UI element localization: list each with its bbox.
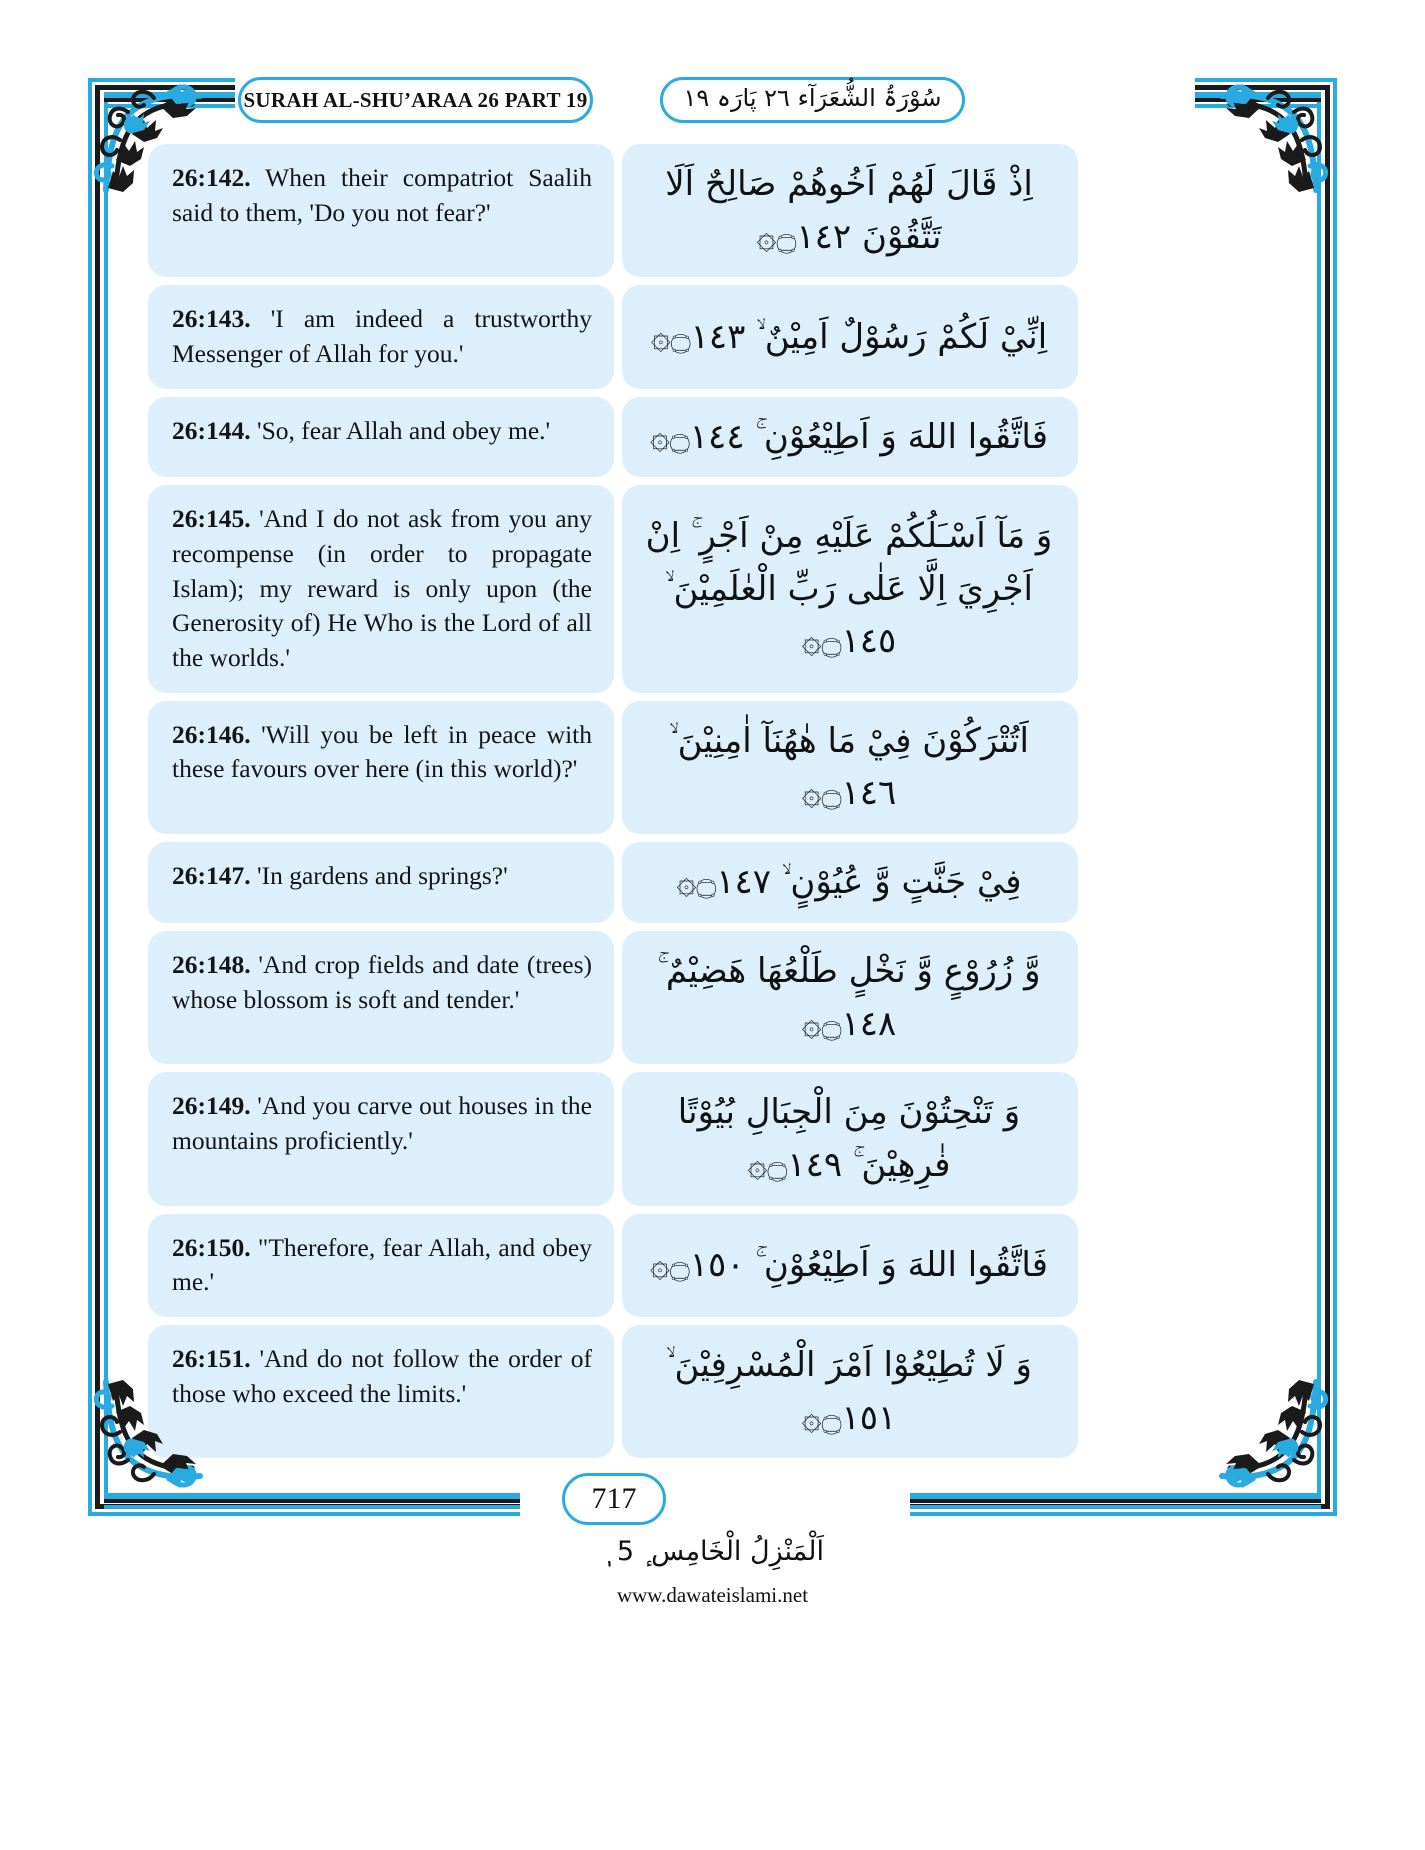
verse-row [148, 701, 1278, 834]
verse-arabic [622, 485, 1078, 692]
verse-translation-en [148, 485, 614, 692]
verse-row [148, 285, 1278, 388]
verse-translation-en [148, 1072, 614, 1205]
verse-reference: 26:150. [172, 1232, 251, 1262]
verse-arabic-text: فَاتَّقُوا اللهَ وَ اَطِيْعُوْنِ ۚ ۝١٤٤۞ [649, 416, 1049, 457]
footer-website-url: www.dawateislami.net [616, 1583, 809, 1607]
verse-translation-en [148, 1325, 614, 1458]
verse-reference: 26:149. [172, 1091, 251, 1121]
verse-translation-en [148, 842, 614, 923]
verse-arabic-text: وَ تَنْحِتُوْنَ مِنَ الْجِبَالِ بُيُوْتًا فٰرِهِيْنَ ۚ ۝١٤٩۞ [677, 1092, 1021, 1185]
verse-arabic [622, 931, 1078, 1064]
verse-row [148, 931, 1278, 1064]
verse-row [148, 1325, 1278, 1458]
verse-translation-text: 'So, fear Allah and obey me.' [257, 415, 551, 445]
page-number-badge: 717 [562, 1473, 666, 1525]
verse-row [148, 485, 1278, 692]
verse-reference: 26:148. [172, 949, 251, 979]
verse-arabic-text: وَّ زُرُوْعٍ وَّ نَخْلٍ طَلْعُهَا هَضِيْمٌ ۚ ۝١٤٨۞ [657, 950, 1041, 1044]
verse-translation-text: When their compatriot Saalih said to them, 'Do you not fear?' [172, 163, 592, 227]
footer-manzil-label: اَلْمَنْزِلُ الْخَامِس ٕ 5 ٖ [600, 1536, 825, 1567]
verse-translation-en [148, 701, 614, 834]
verse-arabic [622, 842, 1078, 923]
verse-arabic [622, 1325, 1078, 1458]
verse-row [148, 397, 1278, 478]
verse-translation-text: 'And I do not ask from you any recompense (in order to propagate Islam); my reward is only upon (the Generosity of) He Who is the Lord of all the worlds.' [172, 504, 593, 673]
verse-list [148, 144, 1278, 1466]
verse-arabic-text: وَ لَا تُطِيْعُوْا اَمْرَ الْمُسْرِفِيْنَ ۙ ۝١٥١۞ [666, 1344, 1032, 1438]
verse-arabic-text: وَ مَآ اَسْـَلُكُمْ عَلَيْهِ مِنْ اَجْرٍ ۚ اِنْ اَجْرِيَ اِلَّا عَلٰى رَبِّ الْعٰلَمِيْنَ ۙ ۝١٤٥۞ [645, 516, 1053, 662]
verse-row [148, 1072, 1278, 1205]
verse-reference: 26:142. [172, 163, 251, 192]
verse-arabic-text: اِنِّيْ لَكُمْ رَسُوْلٌ اَمِيْنٌ ۙ ۝١٤٣۞ [650, 316, 1048, 357]
verse-arabic-text: اَتُتْرَكُوْنَ فِيْ مَا هٰهُنَآ اٰمِنِيْنَ ۙ ۝١٤٦۞ [669, 720, 1029, 814]
verse-arabic-text: فَاتَّقُوا اللهَ وَ اَطِيْعُوْنِ ۚ ۝١٥٠۞ [649, 1244, 1049, 1285]
verse-reference: 26:145. [172, 504, 251, 534]
verse-row [148, 842, 1278, 923]
verse-reference: 26:143. [172, 304, 251, 334]
verse-translation-text: 'And do not follow the order of those who exceed the limits.' [172, 1343, 592, 1408]
verse-reference: 26:144. [172, 415, 251, 445]
verse-translation-en [148, 285, 614, 388]
header-surah-title-ar-pill [660, 77, 965, 123]
verse-translation-text: "Therefore, fear Allah, and obey me.' [172, 1232, 593, 1297]
verse-translation-text: 'And you carve out houses in the mountains proficiently.' [172, 1091, 592, 1155]
header-surah-title-en-pill [238, 77, 593, 123]
verse-translation-text: 'I am indeed a trustworthy Messenger of Allah for you.' [172, 304, 593, 369]
verse-row [148, 144, 1278, 277]
verse-arabic [622, 397, 1078, 478]
verse-arabic [622, 285, 1078, 388]
verse-arabic-text: فِيْ جَنَّتٍ وَّ عُيُوْنٍ ۙ ۝١٤٧۞ [676, 862, 1022, 903]
verse-arabic [622, 1072, 1078, 1205]
verse-translation-text: 'Will you be left in peace with these favours over here (in this world)?' [172, 719, 593, 784]
header-title-english: SURAH AL-SHU’ARAA 26 PART 19 [243, 87, 588, 112]
verse-translation-text: 'In gardens and springs?' [257, 861, 508, 891]
header-title-arabic: سُوْرَۃُ الشُّعَرَآء ٢٦ پَارَہ ١٩ [683, 84, 942, 112]
verse-arabic-text: اِذْ قَالَ لَهُمْ اَخُوهُمْ صَالِحٌ اَلَا تَتَّقُوْنَ ۝١٤٢۞ [665, 164, 1033, 257]
verse-arabic [622, 701, 1078, 834]
verse-translation-text: 'And crop fields and date (trees) whose blossom is soft and tender.' [172, 949, 592, 1014]
verse-translation-en [148, 931, 614, 1064]
verse-translation-en [148, 397, 614, 478]
verse-row [148, 1214, 1278, 1317]
verse-translation-en [148, 144, 614, 277]
verse-reference: 26:147. [172, 861, 251, 891]
verse-reference: 26:146. [172, 719, 251, 749]
verse-arabic [622, 1214, 1078, 1317]
verse-translation-en [148, 1214, 614, 1317]
verse-arabic [622, 144, 1078, 277]
verse-reference: 26:151. [172, 1343, 251, 1373]
